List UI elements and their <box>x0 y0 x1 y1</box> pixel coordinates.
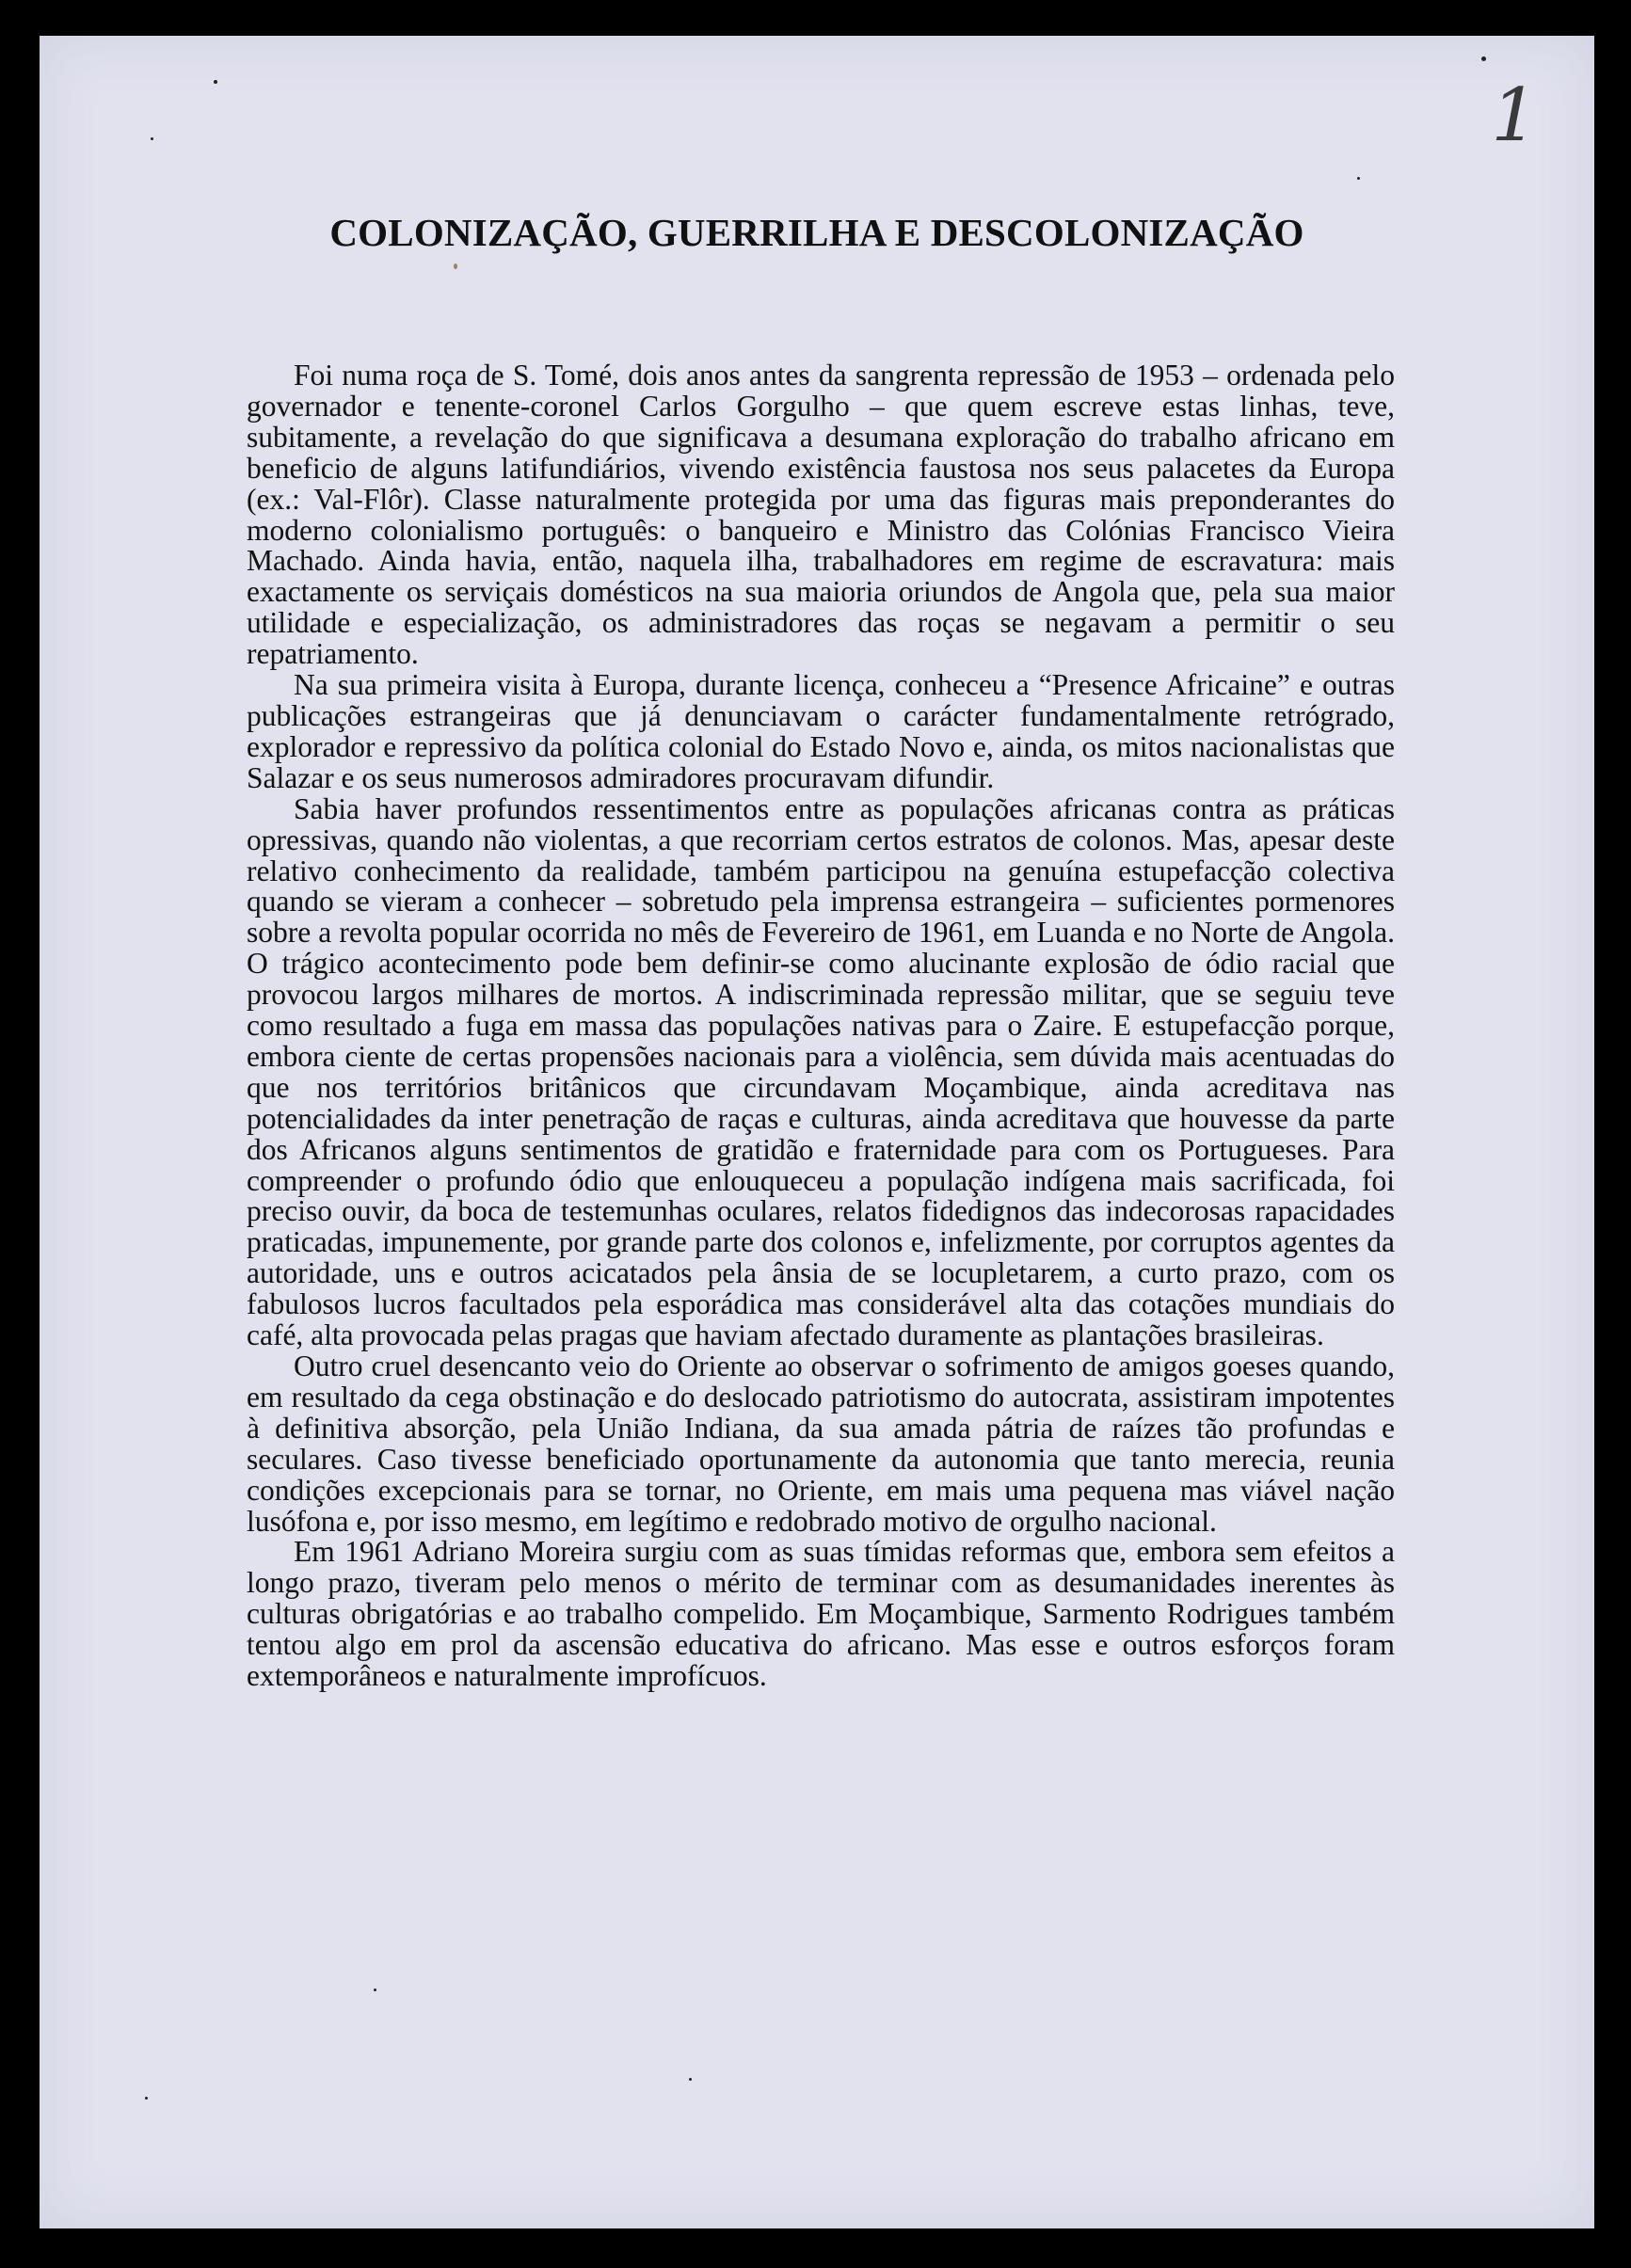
document-page <box>40 36 1594 2228</box>
document-title: COLONIZAÇÃO, GUERRILHA E DESCOLONIZAÇÃO <box>329 211 1304 254</box>
paragraph: Outro cruel desencanto veio do Oriente ao observar o sofrimento de amigos goeses quando, em resultado da cega obstinação e do deslocado patriotismo do autocrata, assistiram impotentes à definitiva absorção, pela União Indiana, da sua amada pátria de raízes tão profundas e seculares. Caso tivesse beneficiado oportunamente da autonomia que tanto merecia, reunia condições excepcionais para se tornar, no Oriente, em mais uma pequena mas viável nação lusófona e, por isso mesmo, em legítimo e redobrado motivo de orgulho nacional. <box>247 1350 1395 1538</box>
scan-speck <box>145 2097 148 2100</box>
page-number: 1 <box>1491 73 1538 158</box>
scan-speck <box>454 264 457 269</box>
body-text <box>247 318 1395 1692</box>
paragraph: Foi numa roça de S. Tomé, dois anos antes da sangrenta repressão de 1953 – ordenada pelo governador e tenente-coronel Carlos Gorgulho – que quem escreve estas linhas, teve, subitamente, a revelação do que significava a desumana exploração do trabalho africano em beneficio de alguns latifundiários, vivendo existência faustosa nos seus palacetes da Europa (ex.: Val-Flôr). Classe naturalmente protegida por uma das figuras mais preponderantes do moderno colonialismo português: o banqueiro e Ministro das Colónias Francisco Vieira Machado. Ainda havia, então, naquela ilha, trabalhadores em regime de escravatura: mais exactamente os serviçais domésticos na sua maioria oriundos de Angola que, pela sua maior utilidade e especialização, os administradores das roças se negavam a permitir o seu repatriamento. <box>247 359 1395 671</box>
scan-speck <box>1357 177 1360 180</box>
scan-speck <box>1481 56 1486 61</box>
scan-speck <box>214 80 217 84</box>
paragraph: Sabia haver profundos ressentimentos entre as populações africanas contra as práticas opressivas, quando não violentas, a que recorriam certos estratos de colonos. Mas, apesar deste relativo conhecimento da realidade, também participou na genuína estupefacção colectiva quando se vieram a conhecer – sobretudo pela imprensa estrangeira – suficientes pormenores sobre a revolta popular ocorrida no mês de Fevereiro de 1961, em Luanda e no Norte de Angola. O trágico acontecimento pode bem definir-se como alucinante explosão de ódio racial que provocou largos milhares de mortos. A indiscriminada repressão militar, que se seguiu teve como resultado a fuga em massa das populações nativas para o Zaire. E estupefacção porque, embora ciente de certas propensões nacionais para a violência, sem dúvida mais acentuadas do que nos territórios britânicos que circundavam Moçambique, ainda acreditava nas potencialidades da inter penetração de raças e culturas, ainda acreditava que houvesse da parte dos Africanos alguns sentimentos de gratidão e fraternidade para com os Portugueses. Para compreender o profundo ódio que enlouqueceu a população indígena mais sacrificada, foi preciso ouvir, da boca de testemunhas oculares, relatos fidedignos das indecorosas rapacidades praticadas, impunemente, por grande parte dos colonos e, infelizmente, por corruptos agentes da autoridade, uns e outros acicatados pela ânsia de se locupletarem, a curto prazo, com os fabulosos lucros facultados pela esporádica mas considerável alta das cotações mundiais do café, alta provocada pelas pragas que haviam afectado duramente as plantações brasileiras. <box>247 791 1395 1352</box>
paragraph: Na sua primeira visita à Europa, durante licença, conheceu a “Presence Africaine” e outras publicações estrangeiras que já denunciavam o carácter fundamentalmente retrógrado, explorador e repressivo da política colonial do Estado Novo e, ainda, os mitos nacionalistas que Salazar e os seus numerosos admiradores procuravam difundir. <box>247 668 1395 794</box>
scan-speck <box>689 2078 692 2081</box>
scan-speck <box>151 137 153 140</box>
scan-speck <box>374 1988 376 1991</box>
paragraph: Em 1961 Adriano Moreira surgiu com as suas tímidas reformas que, embora sem efeitos a longo prazo, tiveram pelo menos o mérito de terminar com as desumanidades inerentes às culturas obrigatórias e ao trabalho compelido. Em Moçambique, Sarmento Rodrigues também tentou algo em prol da ascensão educativa do africano. Mas esse e outros esforços foram extemporâneos e naturalmente improfícuos. <box>247 1535 1395 1693</box>
